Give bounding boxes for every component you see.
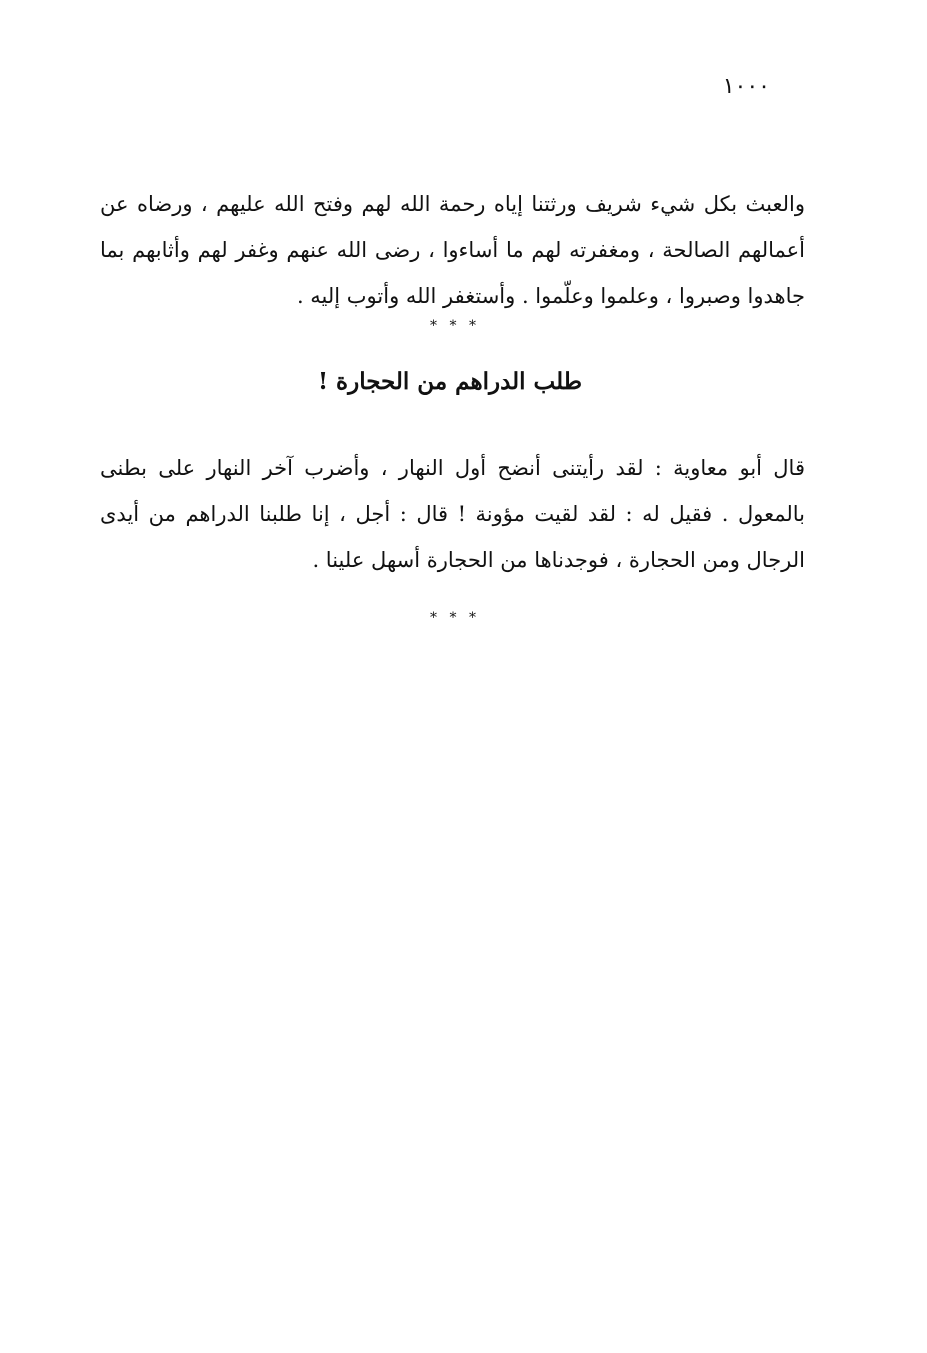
section-separator-2: * * * xyxy=(430,610,480,626)
body-paragraph-1: والعبث بكل شيء شريف ورثتنا إياه رحمة الله لهم وفتح الله عليهم ، ورضاه عن أعمالهم الصالحة ، ومغفرته لهم ما أساءوا ، رضى الله عنهم وغفر لهم وأثابهم بما جاهدوا وصبروا ، وعلموا وعلّموا . وأستغفر الله وأتوب إليه . xyxy=(100,192,805,308)
page-number: ١٠٠٠ xyxy=(722,74,770,99)
section-separator-1: * * * xyxy=(430,318,480,334)
body-paragraph-2: قال أبو معاوية : لقد رأيتنى أنضح أول النهار ، وأضرب آخر النهار على بطنى بالمعول . فقيل له : لقد لقيت مؤونة ! قال : أجل ، إنا طلبنا الدراهم من أيدى الرجال ومن الحجارة ، فوجدناها من الحجارة أسهل علينا . xyxy=(100,456,805,572)
section-heading: طلب الدراهم من الحجارة ! xyxy=(317,368,583,395)
